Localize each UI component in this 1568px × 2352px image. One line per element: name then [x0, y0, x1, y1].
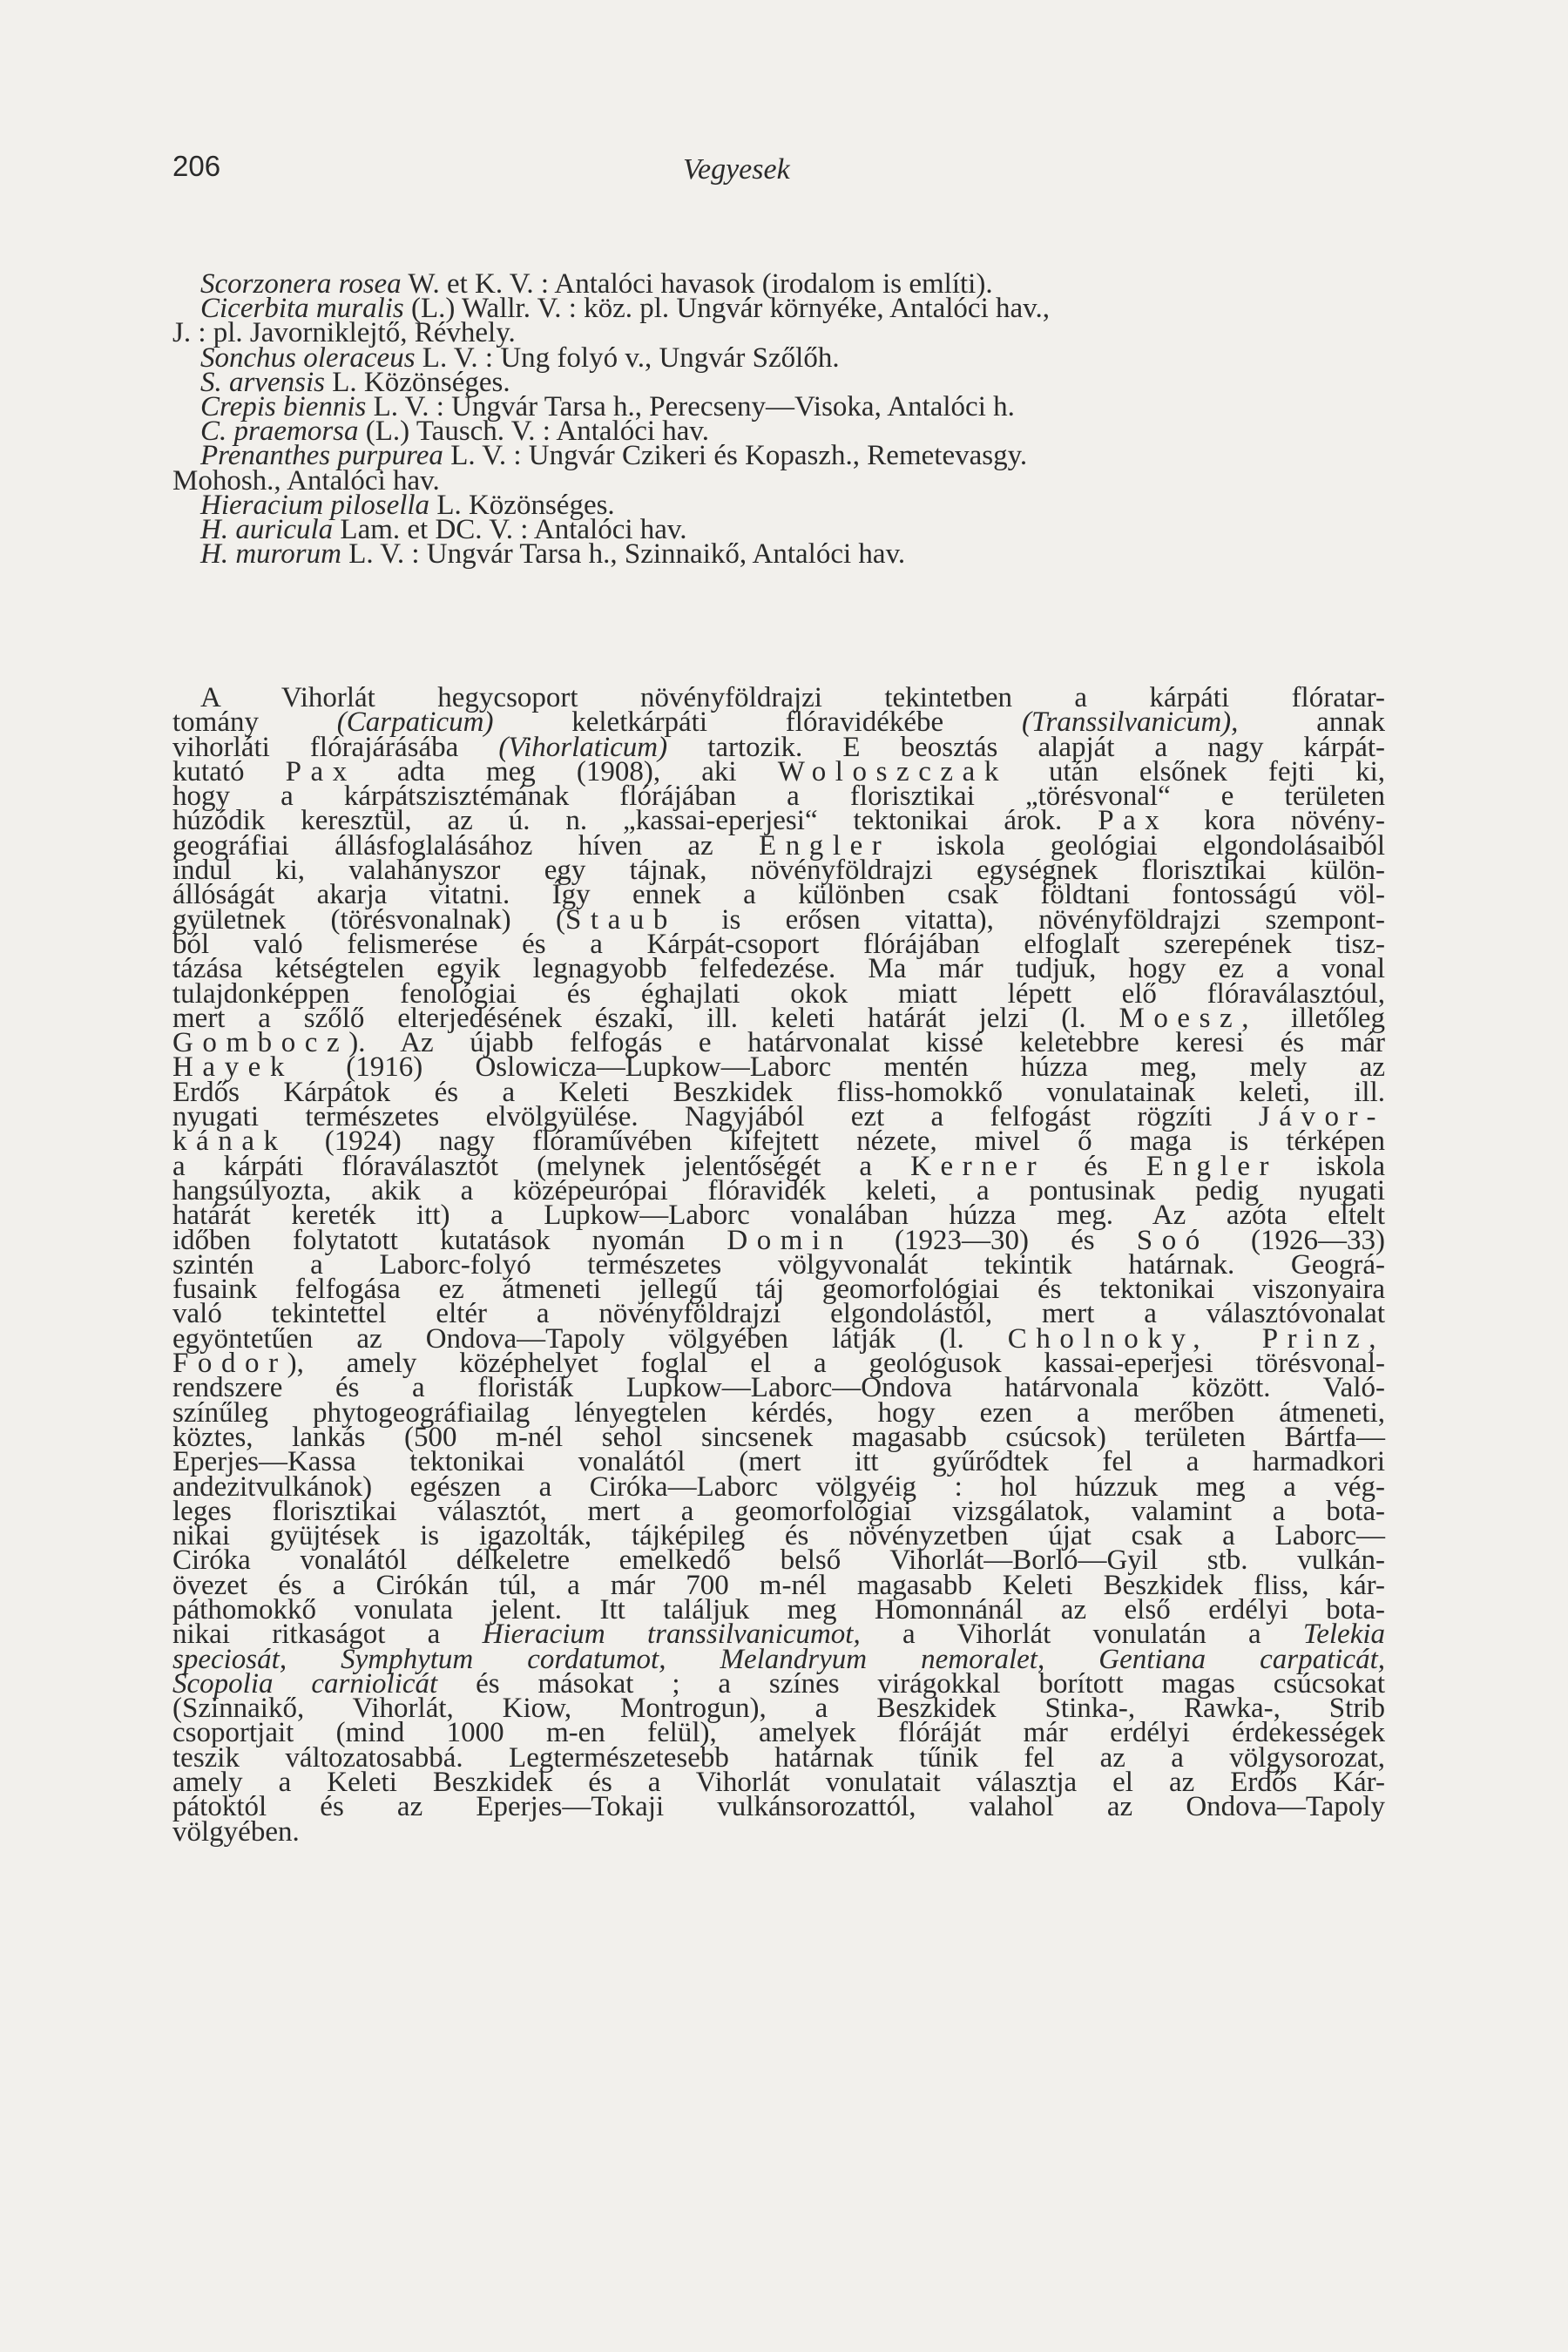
text-segment: (Szinnaikő, Vihorlát, Kiow, Montrogun), a Beszkidek Stinka-, Rawka-, Strib [172, 1693, 1385, 1725]
page-header [0, 150, 1568, 202]
species-name: Prenanthes purpurea [200, 440, 443, 472]
text-segment: övezet és a Cirókán túl, a már 700 m-nél magasabb Keleti Beszkidek fliss, kár- [172, 1569, 1385, 1601]
species-name: Sonchus oleraceus [200, 341, 416, 374]
text-segment: is erősen vitatta), növényföldrajzi szempont- [676, 903, 1385, 936]
page-number: 206 [172, 150, 221, 182]
text-segment: ). Az újabb felfogás e határvonalat kissé keletebbre keresi és már [348, 1027, 1385, 1059]
text-segment: fusaink felfogása ez átmeneti jellegű táj geomorfológiai és tektonikai viszonyaira [172, 1274, 1385, 1306]
species-name: Crepis biennis [200, 391, 367, 423]
author-name: Pax [285, 755, 356, 787]
species-details: L. Közönséges. [325, 366, 510, 398]
text-segment: állóságát akarja vitatni. Így ennek a különben csak földtani fontosságú völ- [172, 879, 1385, 911]
text-segment: Eperjes—Kassa tektonikai vonalától (mert itt gyűrődtek fel a harmadkori [172, 1446, 1385, 1478]
author-name: Pax [1098, 805, 1169, 837]
species-list [172, 268, 1392, 571]
species-details: L. V. : Ung folyó v., Ungvár Szőlőh. [415, 341, 840, 374]
text-segment: teszik változatosabbá. Legtermészetesebb határnak tűnik fel az a völgysorozat, [172, 1741, 1385, 1774]
text-segment: illetőleg [1258, 1002, 1385, 1034]
text-segment: Erdős Kárpátok és a Keleti Beszkidek fliss-homokkő vonulatainak keleti, ill. [172, 1076, 1385, 1108]
text-segment: hangsúlyozta, akik a középeurópai flóravidék keleti, a pontusinak pedig nyugati [172, 1174, 1385, 1206]
text-segment: iskola geológiai elgondolásaiból [890, 829, 1385, 862]
author-name: Domin [727, 1224, 853, 1256]
text-segment: mert a szőlő elterjedésének északi, ill. keleti határát jelzi (l. [172, 1002, 1119, 1034]
text-segment: ból való felismerése és a Kárpát-csoport flórájában elfoglalt szerepének tisz- [172, 928, 1385, 960]
text-segment: (1916) Oslowicza—Lupkow—Laborc mentén húzza meg, mely az [293, 1051, 1385, 1084]
italic-term: (Transsilvanicum), [1021, 706, 1239, 739]
text-segment: egyöntetűen az Ondova—Tapoly völgyében látják (l. [172, 1322, 1008, 1355]
text-segment: hogy a kárpátszisztémának flórájában a florisztikai „törésvonal“ e területen [172, 781, 1385, 813]
species-details: L. V. : Ungvár Tarsa h., Perecseny—Visoka, Antalóci h. [366, 391, 1015, 423]
text-segment: való tekintettel eltér a növényföldrajzi elgondolástól, mert a választóvonalat [172, 1298, 1385, 1330]
text-segment: időben folytatott kutatások nyomán [172, 1224, 727, 1256]
body-paragraph [172, 682, 1386, 1848]
text-segment: ), amely középhelyet foglal el a geológusok kassai-eperjesi törésvonal- [287, 1348, 1385, 1380]
author-name: Jávor- [1258, 1101, 1385, 1133]
text-segment: kutató [172, 755, 286, 787]
text-segment: rendszere és a floristák Lupkow—Laborc—Ondova határvonala között. Való- [172, 1372, 1385, 1404]
species-details: (L.) Wallr. V. : köz. pl. Ungvár környéke, Antalóci hav., [403, 293, 1050, 325]
text-segment: nyugati természetes elvölgyülése. Nagyjából ezt a felfogást rögzíti [172, 1101, 1259, 1133]
text-segment: pátoktól és az Eperjes—Tokaji vulkánsorozattól, valahol az Ondova—Tapoly [172, 1791, 1385, 1823]
text-line [172, 1791, 1385, 1823]
text-segment: andezitvulkánok) egészen a Ciróka—Laborc völgyéig : hol húzzuk meg a vég- [172, 1470, 1385, 1503]
species-details: Mohosh., Antalóci hav. [172, 464, 440, 497]
text-segment: a Vihorlát vonulatán a [860, 1619, 1303, 1651]
text-segment: és másokat ; a színes virágokkal borított magas csúcsokat [437, 1667, 1385, 1700]
text-segment: geográfiai állásfoglalásához híven az [172, 829, 760, 862]
text-segment: (1924) nagy flóraművében kifejtett nézete, mivel ő maga is térképen [287, 1125, 1385, 1158]
species-details: L. Közönséges. [429, 489, 615, 521]
species-name: H. murorum [200, 538, 341, 571]
species-name: Hieracium pilosella [200, 489, 430, 521]
author-name: Moesz, [1119, 1002, 1259, 1034]
text-segment: színűleg phytogeográfiailag lényegtelen kérdés, hogy ezen a merőben átmeneti, [172, 1396, 1385, 1429]
author-name: Staub [564, 903, 677, 936]
running-title: Vegyesek [683, 153, 790, 186]
species-details: Lam. et DC. V. : Antalóci hav. [333, 514, 687, 546]
text-segment: nikai gyüjtések is igazolták, tájképileg és növényzetben újat csak a Laborc— [172, 1520, 1385, 1552]
text-segment: iskola [1278, 1150, 1385, 1182]
text-segment: nikai ritkaságot a [172, 1619, 483, 1651]
text-segment: tulajdonképpen fenológiai és éghajlati okok miatt lépett elő flóraválasztóul, [172, 977, 1385, 1010]
text-segment: csoportjait (mind 1000 m-en felül), amelyek flóráját már erdélyi érdekességek [172, 1717, 1385, 1749]
species-name: H. auricula [200, 514, 334, 546]
author-name: Soó [1136, 1224, 1209, 1256]
species-name: Scorzonera rosea [200, 268, 402, 300]
text-segment: adta meg (1908), aki [355, 755, 778, 787]
text-segment: (1926—33) [1208, 1224, 1386, 1256]
text-segment: szintén a Laborc-folyó természetes völgyvonalát tekintik határnak. Geográ- [172, 1248, 1385, 1281]
text-segment: annak [1238, 706, 1385, 739]
text-segment: gyületnek (törésvonalnak) ( [172, 903, 565, 936]
author-name: Fodor [172, 1348, 287, 1380]
author-name: Hayek [172, 1051, 294, 1084]
text-segment: amely a Keleti Beszkidek és a Vihorlát vonulatait választja el az Erdős Kár- [172, 1767, 1385, 1799]
text-line [172, 1815, 1385, 1848]
author-name: Engler [759, 829, 891, 862]
text-segment: tartozik. E beosztás alapját a nagy kárpát- [667, 731, 1385, 763]
text-segment: Ciróka vonalától délkeletre emelkedő belső Vihorlát—Borló—Gyil stb. vulkán- [172, 1544, 1385, 1577]
italic-term: (Carpaticum) [336, 706, 494, 739]
author-name: Woloszczak [777, 755, 1008, 787]
text-segment: és [1045, 1150, 1146, 1182]
text-segment: tomány [172, 706, 337, 739]
text-segment: völgyében. [172, 1815, 300, 1848]
italic-term: Scopolia carniolicát [172, 1667, 438, 1700]
text-segment: indul ki, valahányszor egy tájnak, növényföldrajzi egységnek florisztikai külön- [172, 855, 1385, 887]
author-name: kának [172, 1125, 287, 1158]
text-segment: vihorláti flórajárásába [172, 731, 499, 763]
text-segment: határát kereték itt) a Lupkow—Laborc vonalában húzza meg. Az azóta eltelt [172, 1200, 1385, 1232]
species-name: C. praemorsa [200, 416, 359, 448]
text-segment: köztes, lankás (500 m-nél sehol sincsenek magasabb csúcsok) területen Bártfa— [172, 1421, 1385, 1453]
species-name: Cicerbita muralis [200, 293, 404, 325]
species-details: W. et K. V. : Antalóci havasok (irodalom is említi). [401, 268, 993, 300]
text-segment: után elsőnek fejti ki, [1007, 755, 1386, 787]
text-segment: keletkárpáti flóravidékébe [493, 706, 1022, 739]
text-segment: (1923—30) és [852, 1224, 1137, 1256]
text-segment: leges florisztikai választót, mert a geomorfológiai vizsgálatok, valamint a bota- [172, 1495, 1385, 1527]
species-entry [172, 538, 1392, 571]
author-name: Gombocz [172, 1027, 349, 1059]
text-segment: tázása kétségtelen egyik legnagyobb felfedezése. Ma már tudjuk, hogy ez a vonal [172, 953, 1385, 985]
italic-term: speciosát, Symphytum cordatumot, Melandryum nemoralet, Gentiana carpaticát, [172, 1643, 1385, 1675]
italic-term: Hieracium transsilvanicumot, [482, 1619, 861, 1651]
text-segment: A Vihorlát hegycsoport növényföldrajzi tekintetben a kárpáti flóratar- [200, 682, 1385, 713]
author-name: Kerner [910, 1150, 1046, 1182]
species-details: J. : pl. Javorniklejtő, Révhely. [172, 317, 516, 349]
text-segment: húzódik keresztül, az ú. n. „kassai-eperjesi“ tektonikai árok. [172, 805, 1098, 837]
text-segment: a kárpáti flóraválasztót (melynek jelentőségét a [172, 1150, 911, 1182]
italic-term: (Vihorlaticum) [498, 731, 668, 763]
species-details: L. V. : Ungvár Tarsa h., Szinnaikő, Antalóci hav. [341, 538, 906, 571]
author-name: Cholnoky, Prinz, [1007, 1322, 1385, 1355]
author-name: Engler [1146, 1150, 1279, 1182]
text-segment: páthomokkő vonulata jelent. Itt találjuk meg Homonnánál az első erdélyi bota- [172, 1593, 1385, 1625]
species-name: S. arvensis [200, 366, 325, 398]
text-segment: kora növény- [1168, 805, 1385, 837]
species-details: L. V. : Ungvár Czikeri és Kopaszh., Remetevasgy. [443, 440, 1028, 472]
species-details: (L.) Tausch. V. : Antalóci hav. [358, 416, 710, 448]
italic-term: Telekia [1302, 1619, 1386, 1651]
